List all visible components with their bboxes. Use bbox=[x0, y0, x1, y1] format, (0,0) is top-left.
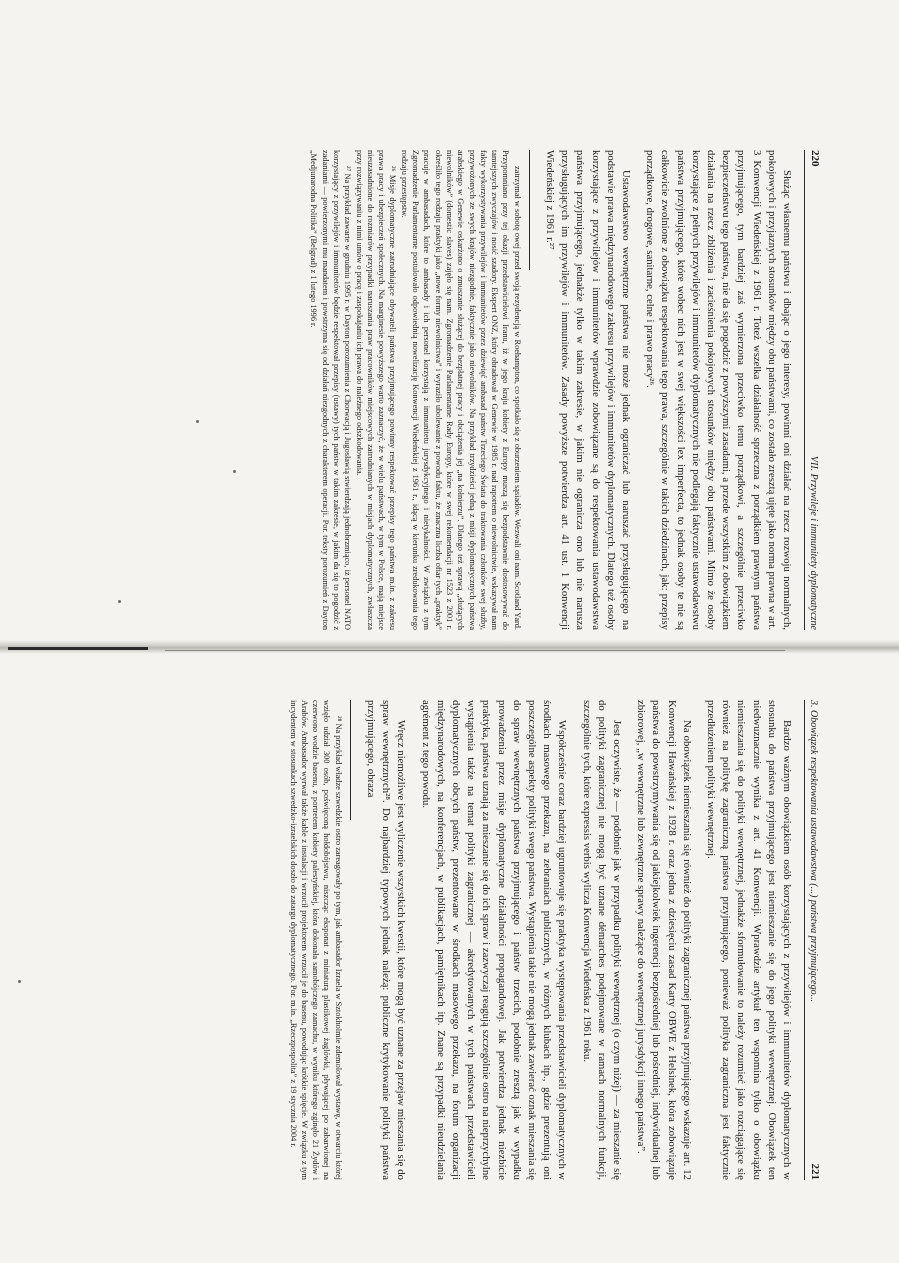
body-paragraph: Bardzo ważnym obowiązkiem osób korzystających z przywilejów i immunitetów dyplomatycznych w stosunku do państwa przyjmującego jest niemieszanie się do jego polityki wewnętrznej. Obowiązek ten niedwuznacznie wynika z art. 41 Konwencji. Wprawdzie artykuł ten wspomina tylko o obowiązku niemieszania się do polityki wewnętrznej, jednakże sformułowanie to należy rozumieć jako rozciągające się również na politykę zagraniczną państwa przyjmującego, ponieważ polityka zagraniczna jest faktycznie przedłużeniem polityki wewnętrznej. bbox=[704, 700, 793, 1180]
footnote: ²⁸ Na przykład władze szwedzkie ostro zareagowały po tym, jak ambasador Izraela w Sztokholmie zdemolował wystawę, w otwarciu której wzięło udział 300 osób, poświęconą hołdobójstwu, niszcząc eksponat z miniaturą plastikowej żaglówki, pływającej po zabarwionej na czerwono wodzie basenu, z portretem kobiety palestyńskiej, która dokonała samobójczego zamachu, w wyniku którego zginęło 21 Żydów i Arabów. Ambasador wyrwał także kable z instalacji i wrzucił projektorem wrzucił je do basenu, powodując krótkie spięcie. W związku z tym incydentem w stosunkach szwedzko-izraelskich doszło do zatargu dyplomatycznego. Por. m.in. „Rzeczpospolita” z 19 stycznia 2004 r. bbox=[288, 700, 343, 1180]
running-head bbox=[804, 150, 822, 630]
running-title: VII. Przywileje i immunitety dyplomatyczne bbox=[808, 455, 819, 630]
body-paragraph: Służąc własnemu państwu i dbając o jego interesy, powinni oni działać na rzecz rozwoju normalnych, pokojowych i przyjaznych stosunków między obu państwami, co zostało zresztą ujęte jako norma prawna w art. 3 Konwencji Wiedeńskiej z 1961 r. Toteż wszelka działalność sprzeczna z porządkiem prawnym państwa przyjmującego, tym bardziej zaś wymierzona przeciwko temu porządkowi, a szczególnie przeciwko bezpieczeństwu tego państwa, nie da się pogodzić z powyższymi zasadami, a przede wszystkim z obowiązkiem działania na rzecz zbliżenia i zacieśnienia pokojowych stosunków między obu państwami. Mimo że osoby korzystające z pełnych przywilejów i immunitetów dyplomatycznych nie podlegają faktycznie ustawodawstwu państwa przyjmującego, które wobec nich jest w swej większości lex imperfecta, to jednak osoby te nie są całkowicie zwolnione z obowiązku respektowania tego prawa, szczególnie w takich dziedzinach, jak: przepisy porządkowe, drogowe, sanitarne, celne i prawo pracy²⁶. bbox=[644, 150, 793, 630]
binding-shadow bbox=[8, 647, 148, 650]
page-number: 221 bbox=[809, 1163, 821, 1180]
running-head bbox=[804, 700, 822, 1180]
footnote: ²⁷ Na przykład zawarte w grudniu 1995 r. w Dayton porozumienia z Chorwacją i Jugosławią stwierdzają jednobrzmiąco, iż personel NATO korzystający z przywilejów i immunitetów będzie respektował przepisy (ustawy) tych państw w takim zakresie, w jakim da się to pogodzić z zadaniami — powierzonymi mu mandatem i powstrzyma się od działań niezgodnych z charakterem operacji. Por. teksty porozumień z Dayton „Medjunarodna Politika” (Belgrad) z 1 lutego 1996 r. bbox=[309, 150, 353, 630]
fold-line bbox=[165, 650, 785, 651]
body-paragraph: Jest oczywiste, że — podobnie jak w przypadku polityki wewnętrznej (o czym niżej) — za mieszanie się do polityki zagranicznej nie mogą być uznane démarches podejmowane w ramach normalnych funkcji, szczególnie tych, które expressis verbis wylicza Konwencja Wiedeńska z 1961 roku. bbox=[580, 700, 623, 1180]
scan-speck bbox=[118, 600, 121, 603]
running-title: 3. Obowiązek respektowania ustawodawstwa (...) państwa przyjmującego... bbox=[808, 700, 819, 1003]
body-paragraph: Wręcz niemożliwe jest wyliczenie wszystkich kwestii, które mogą być uznane za przejaw mieszania się do spraw wewnętrznych²⁸. Do najbardziej typowych jednak należą: publiczne krytykowanie polityki państwa przyjmującego, obraza bbox=[364, 700, 408, 1180]
scan-speck bbox=[18, 980, 21, 983]
footnote-rule bbox=[529, 150, 530, 270]
footnote: ²⁶ Misje dyplomatyczne zatrudniające obywateli państwa przyjmującego powinny respektować przepisy tego państwa m.in. z zakresu prawa pracy i ubezpieczeń społecznych. Na marginesie powyższego warto zaznaczyć, że w wielu państwach, w tym w Polsce, mają miejsce nieuzasadnione do rozmiarów przypadki naruszania praw pracowników miejscowych zatrudnianych w misjach dyplomatycznych, zwłaszcza przy rozwiązywaniu z nimi umów o pracę i zaspokajaniu ich prawa do należnego odszkodowania. bbox=[354, 150, 398, 630]
page-number: 220 bbox=[809, 150, 821, 167]
footnote-rule bbox=[350, 700, 351, 820]
footnote: zatrzymał w sobotę owej przed swoją rezydencją w Roehampton, co spotkało się z oburzeniem sąsiadów. Wezwali oni nam. Scotland Yard. Przypomniano przy tej okazji przedstawicielowi Iranu, iż w jego kraju kobiety z Europy muszą się bezpodstawnie dostosowywać do tamtejszych zwyczajów i nosić szadory. Ekspert ONZ, który obradował w Genewie w 1985 r. nad raportem o niewolnictwie, wskazywał nam fakty wykorzystywania przywilejów i immunitetów przez dziewięć ambasad państw Trzeciego Świata do traktowania członków swej służby, przywożonych ze swych krajów niezgodnie, faktycznie jako niewolników. Na przykład trzydzieści jedną z misji dyplomatycznych państwa arabskiego w Genewie oskarżono o zmuszanie służącej do bezpłatnej pracy i obciążenia jej „na kołnierzu”. Dlatego też sprawą „służących niewolników” (domestic slaves) zajęło się nam. Zgromadzenie Parlamentarne Rady Europy, które w swej rekomendacji nr 1523 z 2001 r. określiło tego rodzaju praktyki jako „nowe formy niewolnictwa” i wyraziło ubolewanie z powodu faktu, że znaczna liczba ofiar tych „praktyk” pracuje w ambasadach, które to ambasady i ich personel korzystają z immunitetu jurysdykcyjnego i nietykalności. W związku z tym Zgromadzenie Parlamentarne postulowało odpowiednią nowelizację Konwencji Wiedeńskiej z 1961 r., idącą w kierunku zredukowania tego rodzaju przestępstw. bbox=[399, 150, 522, 630]
body-paragraph: Ustawodawstwo wewnętrzne państwa nie może jednak ograniczać lub naruszać przysługującego na podstawie prawa międzynarodowego zakresu przywilejów i immunitetów dyplomatycznych. Dlatego też osoby korzystające z przywilejów i immunitetów wprawdzie zobowiązane są do respektowania ustawodawstwa państwa przyjmującego, jednakże tylko w takim zakresie, w jakim nie ogranicza ono lub nie narusza przysługujących im przywilejów i immunitetów. Zasady powyższe potwierdza art. 41 ust. 1 Konwencji Wiedeńskiej z 1961 r.²⁷ bbox=[543, 150, 632, 630]
right-page bbox=[132, 700, 822, 1180]
body-paragraph: Na obowiązek niemieszania się również do polityki zagranicznej państwa przyjmującego wskazuje art. 12 Konwencji Hawańskiej z 1928 r. oraz jedna z dziesięciu zasad Karty OBWE z Helsinek, która zobowiązuje państwa do powstrzymywania się od jakiejkolwiek ingerencji bezpośredniej lub pośredniej, indywidualnej lub zbiorowej, „w wewnętrzne lub zewnętrzne sprawy należące do wewnętrznej jurysdykcji innego państwa”. bbox=[635, 700, 693, 1180]
left-page bbox=[132, 150, 822, 630]
body-paragraph: Współcześnie coraz bardziej ugruntowuje się praktyka występowania przedstawicieli dyplomatycznych w środkach masowego przekazu, na zebraniach publicznych, w różnych klubach itp., gdzie prezentują oni poszczególne aspekty polityki swego państwa. Wystąpienia takie nie mogą jednak zawierać oznak mieszania się do spraw wewnętrznych państwa przyjmującego i państw trzecich, podobnie zresztą jak w wypadku prowadzenia przez misje dyplomatyczne działalności propagandowej. Jak potwierdza jednak niezbicie praktyka, państwa uznają za mieszanie się do ich spraw i zazwyczaj reagują szczególnie ostro na nieprzychylne wystąpienia także na temat polityki zagranicznej — akredytowanych w tych państwach przedstawicieli dyplomatycznych obcych państw, prezentowane w środkach masowego przekazu, na forum organizacji międzynarodowych, na konferencjach, w publikacjach, pamiętnikach itp. Znane są przypadki nieudzielania agrément z tego powodu. bbox=[419, 700, 569, 1180]
